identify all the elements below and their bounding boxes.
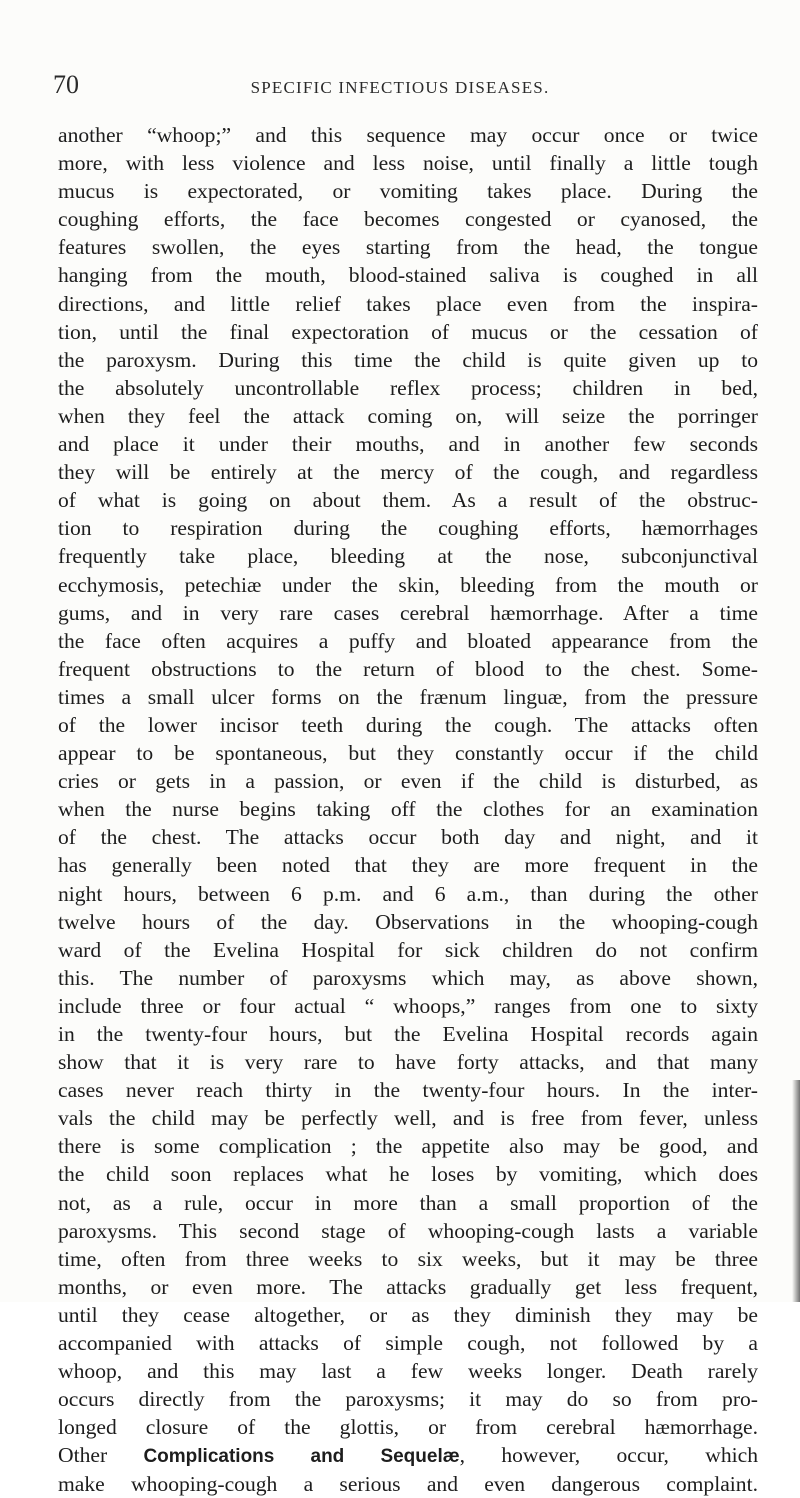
text-line: longed closure of the glottis, or from cerebral hæmorrhage. [58, 1415, 758, 1440]
text-line: appear to be spontaneous, but they constantly occur if the child [58, 741, 758, 766]
line-suffix: , however, occur, which [459, 1443, 758, 1468]
body-paragraph [58, 121, 758, 1498]
text-line: this. The number of paroxysms which may, as above shown, [58, 965, 758, 990]
page-header [0, 70, 800, 100]
text-line: times a small ulcer forms on the frænum linguæ, from the pressure [58, 684, 758, 709]
text-line: make whooping-cough a serious and even dangerous complaint. [58, 1471, 758, 1496]
text-line: the child soon replaces what he loses by vomiting, which does [58, 1162, 758, 1187]
text-line: the absolutely uncontrollable reflex process; children in bed, [58, 375, 758, 400]
text-line: until they cease altogether, or as they diminish they may be [58, 1302, 758, 1327]
text-line: gums, and in very rare cases cerebral hæmorrhage. After a time [58, 600, 758, 625]
text-line: in the twenty-four hours, but the Evelina Hospital records again [58, 1022, 758, 1046]
text-line: of the lower incisor teeth during the cough. The attacks often [58, 712, 758, 737]
text-line: when the nurse begins taking off the clothes for an examination [58, 797, 758, 822]
text-line: accompanied with attacks of simple cough, not followed by a [58, 1331, 758, 1356]
text-line: ecchymosis, petechiæ under the skin, bleeding from the mouth or [58, 572, 758, 597]
line-prefix: Other [58, 1443, 144, 1468]
text-line: include three or four actual “ whoops,” ranges from one to sixty [58, 993, 758, 1018]
text-line: show that it is very rare to have forty attacks, and that many [58, 1050, 758, 1075]
text-line: mucus is expectorated, or vomiting takes place. During the [58, 179, 758, 204]
text-line: whoop, and this may last a few weeks longer. Death rarely [58, 1359, 758, 1384]
text-line: cases never reach thirty in the twenty-four hours. In the inter- [58, 1078, 758, 1103]
text-line: twelve hours of the day. Observations in the whooping-cough [58, 909, 758, 934]
page-edge-shadow [792, 1080, 800, 1302]
text-line: there is some complication ; the appetite also may be good, and [58, 1134, 758, 1159]
page-number: 70 [53, 70, 79, 99]
text-line: vals the child may be perfectly well, and is free from fever, unless [58, 1106, 758, 1131]
text-line: tion to respiration during the coughing efforts, hæmorrhages [58, 516, 758, 541]
text-line: paroxysms. This second stage of whooping-cough lasts a variable [58, 1218, 758, 1243]
text-line: of what is going on about them. As a result of the obstruc- [58, 488, 758, 513]
text-line: hanging from the mouth, blood-stained saliva is coughed in all [58, 263, 758, 288]
text-line: the paroxysm. During this time the child is quite given up to [58, 347, 758, 372]
text-line: months, or even more. The attacks gradually get less frequent, [58, 1274, 758, 1299]
text-line: more, with less violence and less noise, until finally a little tough [58, 151, 758, 176]
text-line: they will be entirely at the mercy of the cough, and regardless [58, 460, 758, 485]
text-line: frequent obstructions to the return of blood to the chest. Some- [58, 656, 758, 681]
running-head: SPECIFIC INFECTIOUS DISEASES. [250, 78, 550, 97]
text-line: features swollen, the eyes starting from the head, the tongue [58, 235, 758, 260]
section-heading-complications: Complications and Sequelæ [143, 1446, 460, 1468]
text-line: night hours, between 6 p.m. and 6 a.m., than during the other [58, 881, 758, 906]
text-line: occurs directly from the paroxysms; it may do so from pro- [58, 1387, 758, 1412]
text-line: frequently take place, bleeding at the nose, subconjunctival [58, 544, 758, 569]
text-line: directions, and little relief takes place even from the inspira- [58, 291, 758, 316]
text-line-section-head [58, 1441, 758, 1469]
text-line: cries or gets in a passion, or even if the child is disturbed, as [58, 769, 758, 794]
text-line: time, often from three weeks to six weeks, but it may be three [58, 1246, 758, 1271]
text-line: coughing efforts, the face becomes congested or cyanosed, the [58, 207, 758, 232]
text-line: when they feel the attack coming on, will seize the porringer [58, 403, 758, 428]
text-line: another “whoop;” and this sequence may occur once or twice [58, 123, 758, 147]
text-line: ward of the Evelina Hospital for sick children do not confirm [58, 937, 758, 962]
text-line: the face often acquires a puffy and bloated appearance from the [58, 628, 758, 653]
text-line: of the chest. The attacks occur both day and night, and it [58, 825, 758, 850]
text-line: tion, until the final expectoration of mucus or the cessation of [58, 319, 758, 344]
text-line: not, as a rule, occur in more than a small proportion of the [58, 1190, 758, 1215]
text-line: and place it under their mouths, and in another few seconds [58, 432, 758, 457]
text-line: has generally been noted that they are more frequent in the [58, 853, 758, 878]
